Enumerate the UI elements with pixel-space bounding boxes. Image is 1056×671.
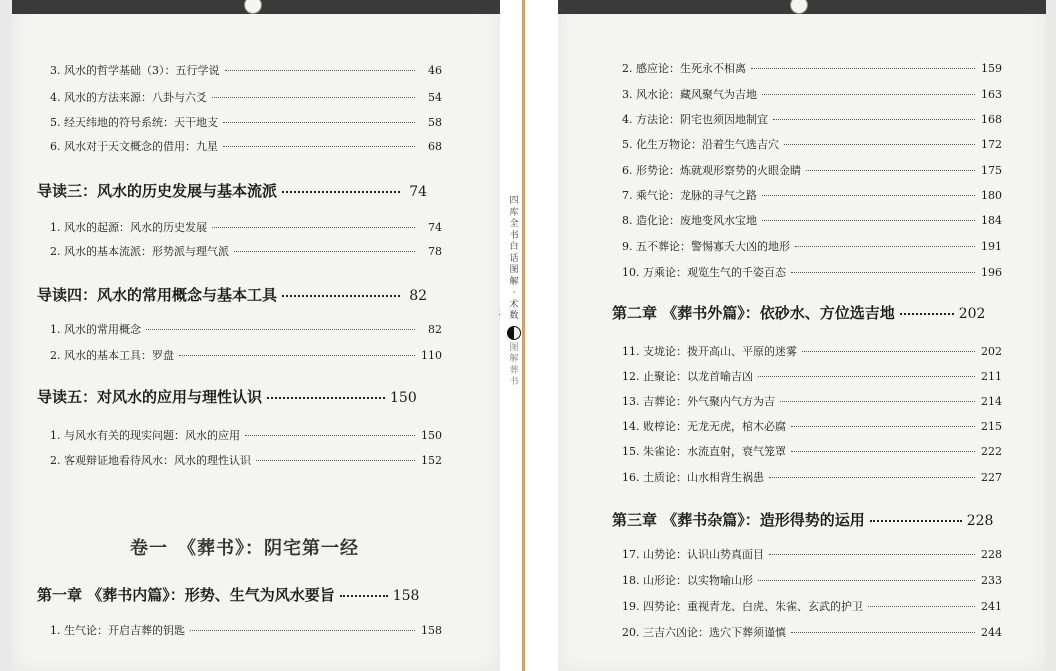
toc-page-number: 54 xyxy=(428,91,442,104)
book-char: 图 xyxy=(509,342,519,353)
toc-entry-title: 1. 风水的常用概念 xyxy=(50,323,141,336)
toc-section-title: 第二章 《葬书外篇》：依砂水、方位选吉地 xyxy=(612,304,895,322)
toc-entry[interactable] xyxy=(50,114,442,130)
toc-leader-dots xyxy=(762,94,975,95)
series-char: 库 xyxy=(509,207,519,218)
toc-entry-title: 13. 吉葬论：外气聚内气方为吉 xyxy=(622,395,775,408)
toc-entry-title: 20. 三吉六凶论：选穴下葬须谨慎 xyxy=(622,626,786,639)
toc-entry-title: 1. 风水的起源：风水的历史发展 xyxy=(50,221,207,234)
toc-leader-dots xyxy=(780,401,975,402)
toc-page-number: 241 xyxy=(981,600,1002,613)
toc-entry[interactable] xyxy=(50,347,442,363)
toc-page-number: 163 xyxy=(981,88,1002,101)
toc-entry-title: 15. 朱雀论：水流直射，衰气笼罩 xyxy=(622,445,786,458)
toc-entry-title: 19. 四势论：重视青龙、白虎、朱雀、玄武的护卫 xyxy=(622,600,863,613)
toc-entry-title: 12. 止聚论：以龙首喻吉凶 xyxy=(622,370,753,383)
toc-page-number: 74 xyxy=(409,184,428,200)
toc-leader-dots xyxy=(223,146,415,147)
toc-entry[interactable] xyxy=(622,572,1002,588)
toc-leader-dots xyxy=(751,68,975,69)
gutter-binding-line xyxy=(522,0,525,671)
toc-entry[interactable] xyxy=(622,598,1002,614)
toc-page-number: 184 xyxy=(981,214,1002,227)
toc-section-title: 导读五：对风水的应用与理性认识 xyxy=(37,388,263,406)
toc-entry-title: 8. 造化论：废地变风水宝地 xyxy=(622,214,757,227)
yin-yang-icon xyxy=(507,326,521,340)
toc-entry-title: 6. 风水对于天文概念的借用：九星 xyxy=(50,140,218,153)
toc-entry-title: 4. 方法论：阴宅也须因地制宜 xyxy=(622,113,768,126)
left-page xyxy=(12,0,500,671)
toc-section-heading[interactable] xyxy=(37,180,442,201)
toc-entry-title: 3. 风水论：藏风聚气为吉地 xyxy=(622,88,757,101)
toc-leader-dots xyxy=(868,606,975,607)
toc-page-number: 78 xyxy=(428,245,442,258)
toc-page-number: 202 xyxy=(981,345,1002,358)
series-char: 话 xyxy=(509,253,519,264)
toc-entry[interactable] xyxy=(50,219,442,235)
toc-entry-title: 2. 感应论：生死永不相离 xyxy=(622,62,746,75)
toc-leader-dots xyxy=(900,313,954,315)
toc-page-number: 172 xyxy=(981,138,1002,151)
toc-leader-dots xyxy=(146,329,415,330)
toc-leader-dots xyxy=(282,295,400,297)
toc-leader-dots xyxy=(340,595,388,597)
toc-page-number: 46 xyxy=(428,64,442,77)
right-page xyxy=(558,0,1046,671)
toc-page-number: 227 xyxy=(981,471,1002,484)
toc-leader-dots xyxy=(795,246,975,247)
toc-page-number: 158 xyxy=(421,624,442,637)
series-char: 数 xyxy=(509,311,519,321)
toc-page-number: 244 xyxy=(981,626,1002,639)
toc-page-number: 214 xyxy=(981,395,1002,408)
toc-entry-title: 5. 化生万物论：沿着生气选吉穴 xyxy=(622,138,779,151)
toc-entry[interactable] xyxy=(622,393,1002,409)
toc-entry-title: 16. 土质论：山水相背生祸患 xyxy=(622,471,764,484)
toc-entry-title: 4. 风水的方法来源：八卦与六爻 xyxy=(50,91,207,104)
toc-page-number: 228 xyxy=(981,548,1002,561)
toc-leader-dots xyxy=(223,122,415,123)
toc-entry[interactable] xyxy=(50,89,442,105)
toc-page-number: 211 xyxy=(981,370,1002,383)
toc-entry[interactable] xyxy=(50,321,442,337)
series-char: 四 xyxy=(509,196,519,206)
toc-entry[interactable] xyxy=(622,264,1002,280)
toc-page-number: 58 xyxy=(428,116,442,129)
series-char: 全 xyxy=(509,219,519,229)
toc-page-number: 233 xyxy=(981,574,1002,587)
toc-page-number: 202 xyxy=(958,306,986,322)
toc-section-title: 第三章 《葬书杂篇》：造形得势的运用 xyxy=(612,511,865,529)
toc-entry[interactable] xyxy=(622,546,1002,562)
series-char: 解 xyxy=(509,276,519,287)
toc-leader-dots xyxy=(758,376,975,377)
toc-entry[interactable] xyxy=(622,60,1002,76)
toc-leader-dots xyxy=(212,97,415,98)
toc-entry-title: 7. 乘气论：龙脉的寻气之路 xyxy=(622,189,757,202)
toc-entry[interactable] xyxy=(622,162,1002,178)
toc-leader-dots xyxy=(769,554,975,555)
toc-section-heading[interactable] xyxy=(37,386,442,407)
toc-entry-title: 18. 山形论：以实物喻山形 xyxy=(622,574,753,587)
toc-leader-dots xyxy=(762,195,975,196)
toc-entry[interactable] xyxy=(622,443,1002,459)
toc-section-heading[interactable] xyxy=(612,509,1016,530)
toc-entry[interactable] xyxy=(622,343,1002,359)
toc-leader-dots xyxy=(179,355,415,356)
toc-entry[interactable] xyxy=(50,138,442,154)
toc-section-heading[interactable] xyxy=(612,302,1016,323)
toc-entry[interactable] xyxy=(50,452,442,468)
toc-entry[interactable] xyxy=(622,368,1002,384)
toc-leader-dots xyxy=(806,170,975,171)
book-char: 解 xyxy=(509,354,519,364)
toc-leader-dots xyxy=(870,520,962,522)
toc-page-number: 68 xyxy=(428,140,442,153)
toc-page-number: 228 xyxy=(966,513,994,529)
toc-entry-title: 1. 与风水有关的现实问题：风水的应用 xyxy=(50,429,240,442)
toc-entry[interactable] xyxy=(622,187,1002,203)
toc-leader-dots xyxy=(245,435,415,436)
toc-page-number: 82 xyxy=(428,323,442,336)
toc-entry-title: 2. 风水的基本工具：罗盘 xyxy=(50,349,174,362)
toc-page-number: 180 xyxy=(981,189,1002,202)
series-char: 白 xyxy=(509,242,519,252)
toc-section-title: 导读三：风水的历史发展与基本流派 xyxy=(37,182,278,200)
toc-entry[interactable] xyxy=(622,418,1002,434)
toc-entry-title: 3. 风水的哲学基础（3）：五行学说 xyxy=(50,64,220,77)
series-side-title xyxy=(506,196,522,389)
series-char: 术 xyxy=(509,299,519,310)
toc-leader-dots xyxy=(791,426,975,427)
toc-page-number: 110 xyxy=(421,349,442,362)
toc-section-title: 第一章 《葬书内篇》：形势、生气为风水要旨 xyxy=(37,586,335,604)
toc-leader-dots xyxy=(769,477,975,478)
toc-entry-title: 17. 山势论：认识山势真面目 xyxy=(622,548,764,561)
toc-entry[interactable] xyxy=(622,212,1002,228)
toc-page-number: 175 xyxy=(981,164,1002,177)
toc-leader-dots xyxy=(773,119,975,120)
toc-entry[interactable] xyxy=(622,238,1002,254)
toc-leader-dots xyxy=(791,451,975,452)
toc-page-number: 152 xyxy=(421,454,442,467)
volume-heading: 卷一 《葬书》：阴宅第一经 xyxy=(130,538,359,559)
toc-entry[interactable] xyxy=(622,469,1002,485)
book-char: 书 xyxy=(509,377,519,387)
toc-leader-dots xyxy=(802,351,975,352)
toc-page-number: 215 xyxy=(981,420,1002,433)
toc-leader-dots xyxy=(282,191,400,193)
toc-entry-title: 2. 风水的基本流派：形势派与理气派 xyxy=(50,245,229,258)
toc-entry-title: 6. 形势论：炼就观形察势的火眼金睛 xyxy=(622,164,801,177)
toc-leader-dots xyxy=(267,397,385,399)
toc-page-number: 82 xyxy=(409,288,428,304)
toc-section-heading[interactable] xyxy=(37,584,442,605)
toc-leader-dots xyxy=(256,460,415,461)
toc-page-number: 74 xyxy=(428,221,442,234)
toc-section-title: 导读四：风水的常用概念与基本工具 xyxy=(37,286,278,304)
toc-entry[interactable] xyxy=(50,622,442,638)
toc-entry-title: 5. 经天纬地的符号系统：天干地支 xyxy=(50,116,218,129)
series-char: 书 xyxy=(509,230,519,241)
toc-entry-title: 11. 支垅论：拨开高山、平原的迷雾 xyxy=(622,345,797,358)
toc-leader-dots xyxy=(784,144,975,145)
toc-page-number: 150 xyxy=(421,429,442,442)
toc-entry[interactable] xyxy=(50,427,442,443)
toc-entry-title: 14. 败椁论：无龙无虎，棺木必腐 xyxy=(622,420,786,433)
series-char: · xyxy=(512,288,516,298)
toc-entry-title: 2. 客观辩证地看待风水：风水的理性认识 xyxy=(50,454,251,467)
toc-entry[interactable] xyxy=(622,136,1002,152)
toc-leader-dots xyxy=(234,251,415,252)
toc-page-number: 191 xyxy=(981,240,1002,253)
toc-entry[interactable] xyxy=(50,243,442,259)
toc-page-number: 168 xyxy=(981,113,1002,126)
toc-entry-title: 10. 万乘论：观览生气的千姿百态 xyxy=(622,266,786,279)
toc-page-number: 150 xyxy=(390,390,417,406)
toc-leader-dots xyxy=(758,580,975,581)
toc-leader-dots xyxy=(190,630,415,631)
toc-page-number: 159 xyxy=(981,62,1002,75)
toc-leader-dots xyxy=(762,220,975,221)
toc-leader-dots xyxy=(791,632,975,633)
toc-entry[interactable] xyxy=(622,86,1002,102)
toc-leader-dots xyxy=(225,70,416,71)
toc-section-heading[interactable] xyxy=(37,284,442,305)
series-char: 图 xyxy=(509,265,519,275)
book-char: 葬 xyxy=(509,365,519,376)
toc-page-number: 222 xyxy=(981,445,1002,458)
toc-page-number: 196 xyxy=(981,266,1002,279)
toc-leader-dots xyxy=(212,227,415,228)
toc-entry[interactable] xyxy=(622,624,1002,640)
toc-page-number: 158 xyxy=(392,588,420,604)
toc-entry-title: 1. 生气论：开启吉葬的钥匙 xyxy=(50,624,185,637)
toc-entry[interactable] xyxy=(50,62,442,78)
toc-entry[interactable] xyxy=(622,111,1002,127)
toc-entry-title: 9. 五不葬论：警惕寡夭大凶的地形 xyxy=(622,240,790,253)
toc-leader-dots xyxy=(791,272,975,273)
